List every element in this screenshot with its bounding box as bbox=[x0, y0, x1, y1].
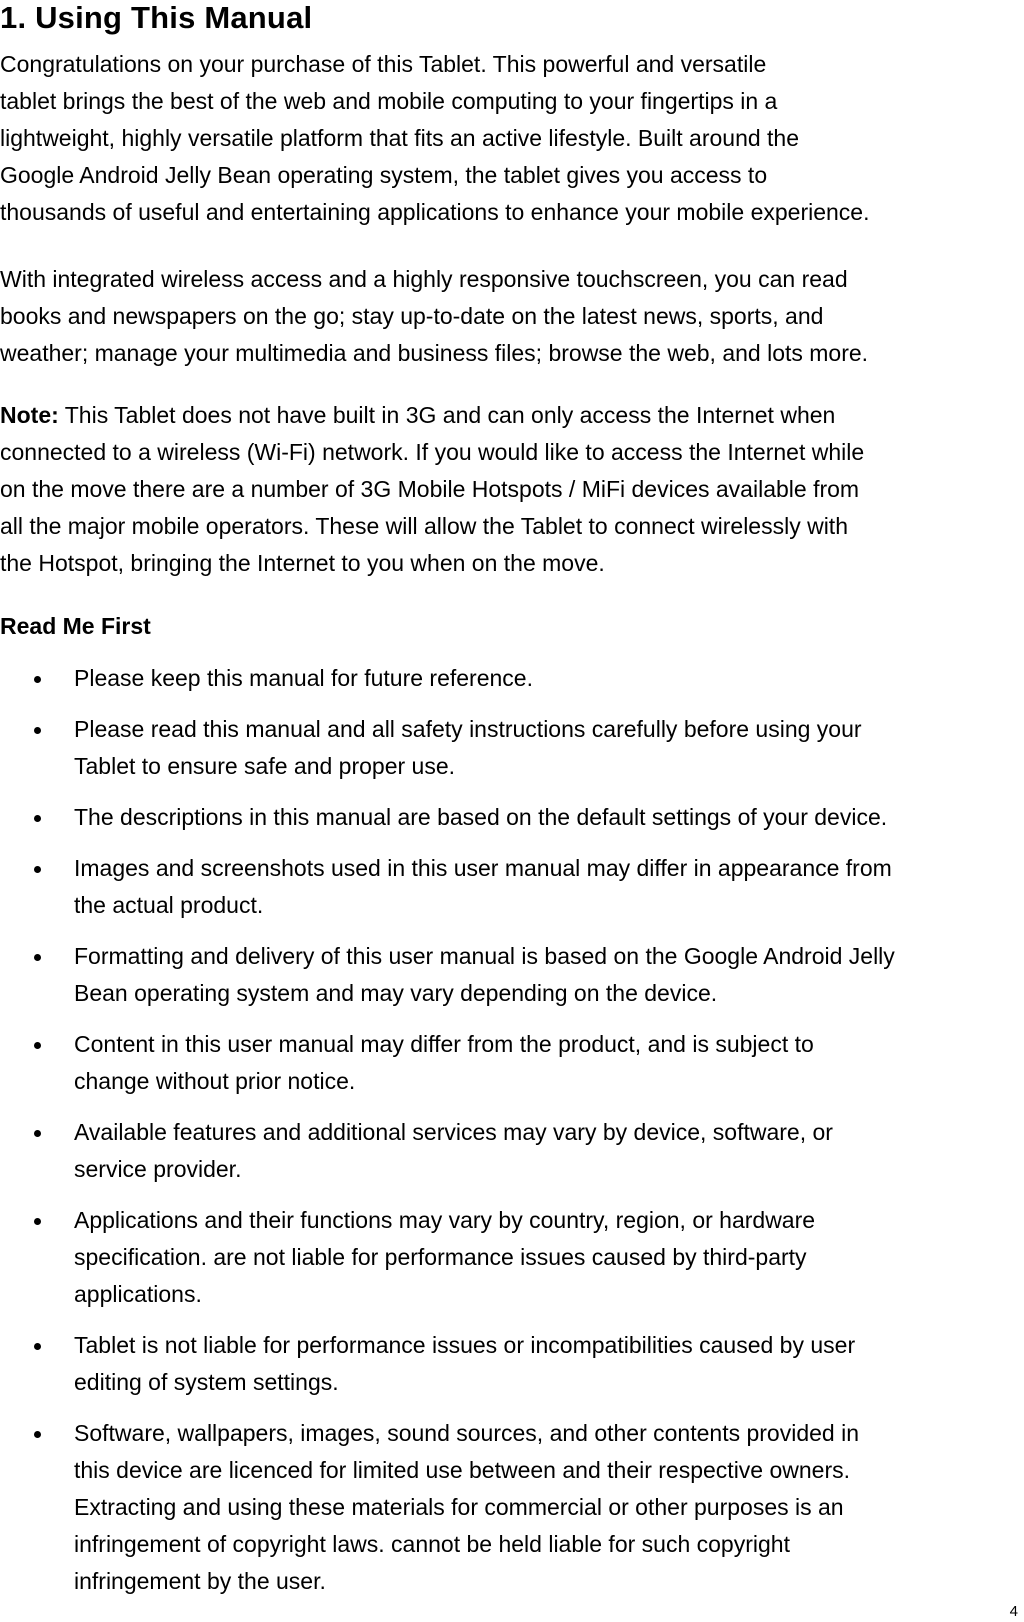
list-item-line: Tablet to ensure safe and proper use. bbox=[74, 753, 456, 779]
wireless-paragraph bbox=[0, 261, 1022, 372]
section-heading: 1. Using This Manual bbox=[0, 0, 313, 35]
list-item-line: Please read this manual and all safety instructions carefully before using your bbox=[74, 716, 862, 742]
intro-line: thousands of useful and entertaining applications to enhance your mobile experience. bbox=[0, 199, 870, 225]
bullet-icon bbox=[34, 676, 41, 683]
bullet-icon bbox=[34, 727, 41, 734]
note-line: on the move there are a number of 3G Mobile Hotspots / MiFi devices available from bbox=[0, 476, 860, 502]
note-paragraph bbox=[0, 397, 1022, 582]
list-item-line: Images and screenshots used in this user manual may differ in appearance from bbox=[74, 855, 892, 881]
list-item bbox=[0, 660, 1024, 697]
intro-line: Congratulations on your purchase of this Tablet. This powerful and versatile bbox=[0, 51, 767, 77]
intro-paragraph bbox=[0, 46, 1022, 231]
list-item-line: Content in this user manual may differ from the product, and is subject to bbox=[74, 1031, 814, 1057]
read-me-first-list bbox=[0, 660, 1024, 1614]
intro-line: lightweight, highly versatile platform that fits an active lifestyle. Built around the bbox=[0, 125, 800, 151]
list-item-line: infringement by the user. bbox=[74, 1568, 326, 1594]
page-number: 4 bbox=[1009, 1603, 1018, 1620]
bullet-icon bbox=[34, 954, 41, 961]
bullet-icon bbox=[34, 815, 41, 822]
note-line bbox=[0, 397, 1022, 434]
list-item-line: Applications and their functions may vary by country, region, or hardware bbox=[74, 1207, 816, 1233]
note-line: the Hotspot, bringing the Internet to you when on the move. bbox=[0, 550, 605, 576]
list-item bbox=[0, 799, 1024, 836]
list-item-line: this device are licenced for limited use between and their respective owners. bbox=[74, 1457, 851, 1483]
intro-line: Google Android Jelly Bean operating system, the tablet gives you access to bbox=[0, 162, 768, 188]
list-item-line: change without prior notice. bbox=[74, 1068, 356, 1094]
list-item-line: Available features and additional services may vary by device, software, or bbox=[74, 1119, 833, 1145]
list-item bbox=[0, 711, 1024, 785]
note-line: all the major mobile operators. These will allow the Tablet to connect wirelessly with bbox=[0, 513, 848, 539]
list-item-line: The descriptions in this manual are based on the default settings of your device. bbox=[74, 804, 888, 830]
bullet-icon bbox=[34, 1130, 41, 1137]
list-item-line: infringement of copyright laws. cannot be held liable for such copyright bbox=[74, 1531, 790, 1557]
list-item bbox=[0, 1114, 1024, 1188]
list-item-line: Please keep this manual for future reference. bbox=[74, 665, 533, 691]
list-item bbox=[0, 938, 1024, 1012]
note-line: connected to a wireless (Wi-Fi) network. If you would like to access the Internet while bbox=[0, 439, 865, 465]
list-item-line: Bean operating system and may vary depending on the device. bbox=[74, 980, 718, 1006]
bullet-icon bbox=[34, 1431, 41, 1438]
bullet-icon bbox=[34, 1042, 41, 1049]
list-item-line: Tablet is not liable for performance issues or incompatibilities caused by user bbox=[74, 1332, 856, 1358]
list-item-line: specification. are not liable for performance issues caused by third-party bbox=[74, 1244, 807, 1270]
list-item-line: Formatting and delivery of this user manual is based on the Google Android Jelly bbox=[74, 943, 895, 969]
wireless-line: weather; manage your multimedia and business files; browse the web, and lots more. bbox=[0, 340, 869, 366]
list-item-line: Software, wallpapers, images, sound sources, and other contents provided in bbox=[74, 1420, 859, 1446]
list-item bbox=[0, 1026, 1024, 1100]
list-item bbox=[0, 1202, 1024, 1313]
bullet-icon bbox=[34, 866, 41, 873]
list-item-line: Extracting and using these materials for commercial or other purposes is an bbox=[74, 1494, 844, 1520]
bullet-icon bbox=[34, 1343, 41, 1350]
list-item-line: the actual product. bbox=[74, 892, 264, 918]
list-item-line: applications. bbox=[74, 1281, 202, 1307]
read-me-first-heading: Read Me First bbox=[0, 613, 151, 639]
intro-line: tablet brings the best of the web and mobile computing to your fingertips in a bbox=[0, 88, 778, 114]
wireless-line: books and newspapers on the go; stay up-to-date on the latest news, sports, and bbox=[0, 303, 824, 329]
list-item bbox=[0, 1415, 1024, 1600]
list-item-line: editing of system settings. bbox=[74, 1369, 339, 1395]
bullet-icon bbox=[34, 1218, 41, 1225]
note-label: Note: bbox=[0, 402, 59, 428]
list-item bbox=[0, 850, 1024, 924]
wireless-line: With integrated wireless access and a highly responsive touchscreen, you can read bbox=[0, 266, 848, 292]
list-item-line: service provider. bbox=[74, 1156, 242, 1182]
list-item bbox=[0, 1327, 1024, 1401]
note-text: This Tablet does not have built in 3G and can only access the Internet when bbox=[58, 402, 836, 428]
